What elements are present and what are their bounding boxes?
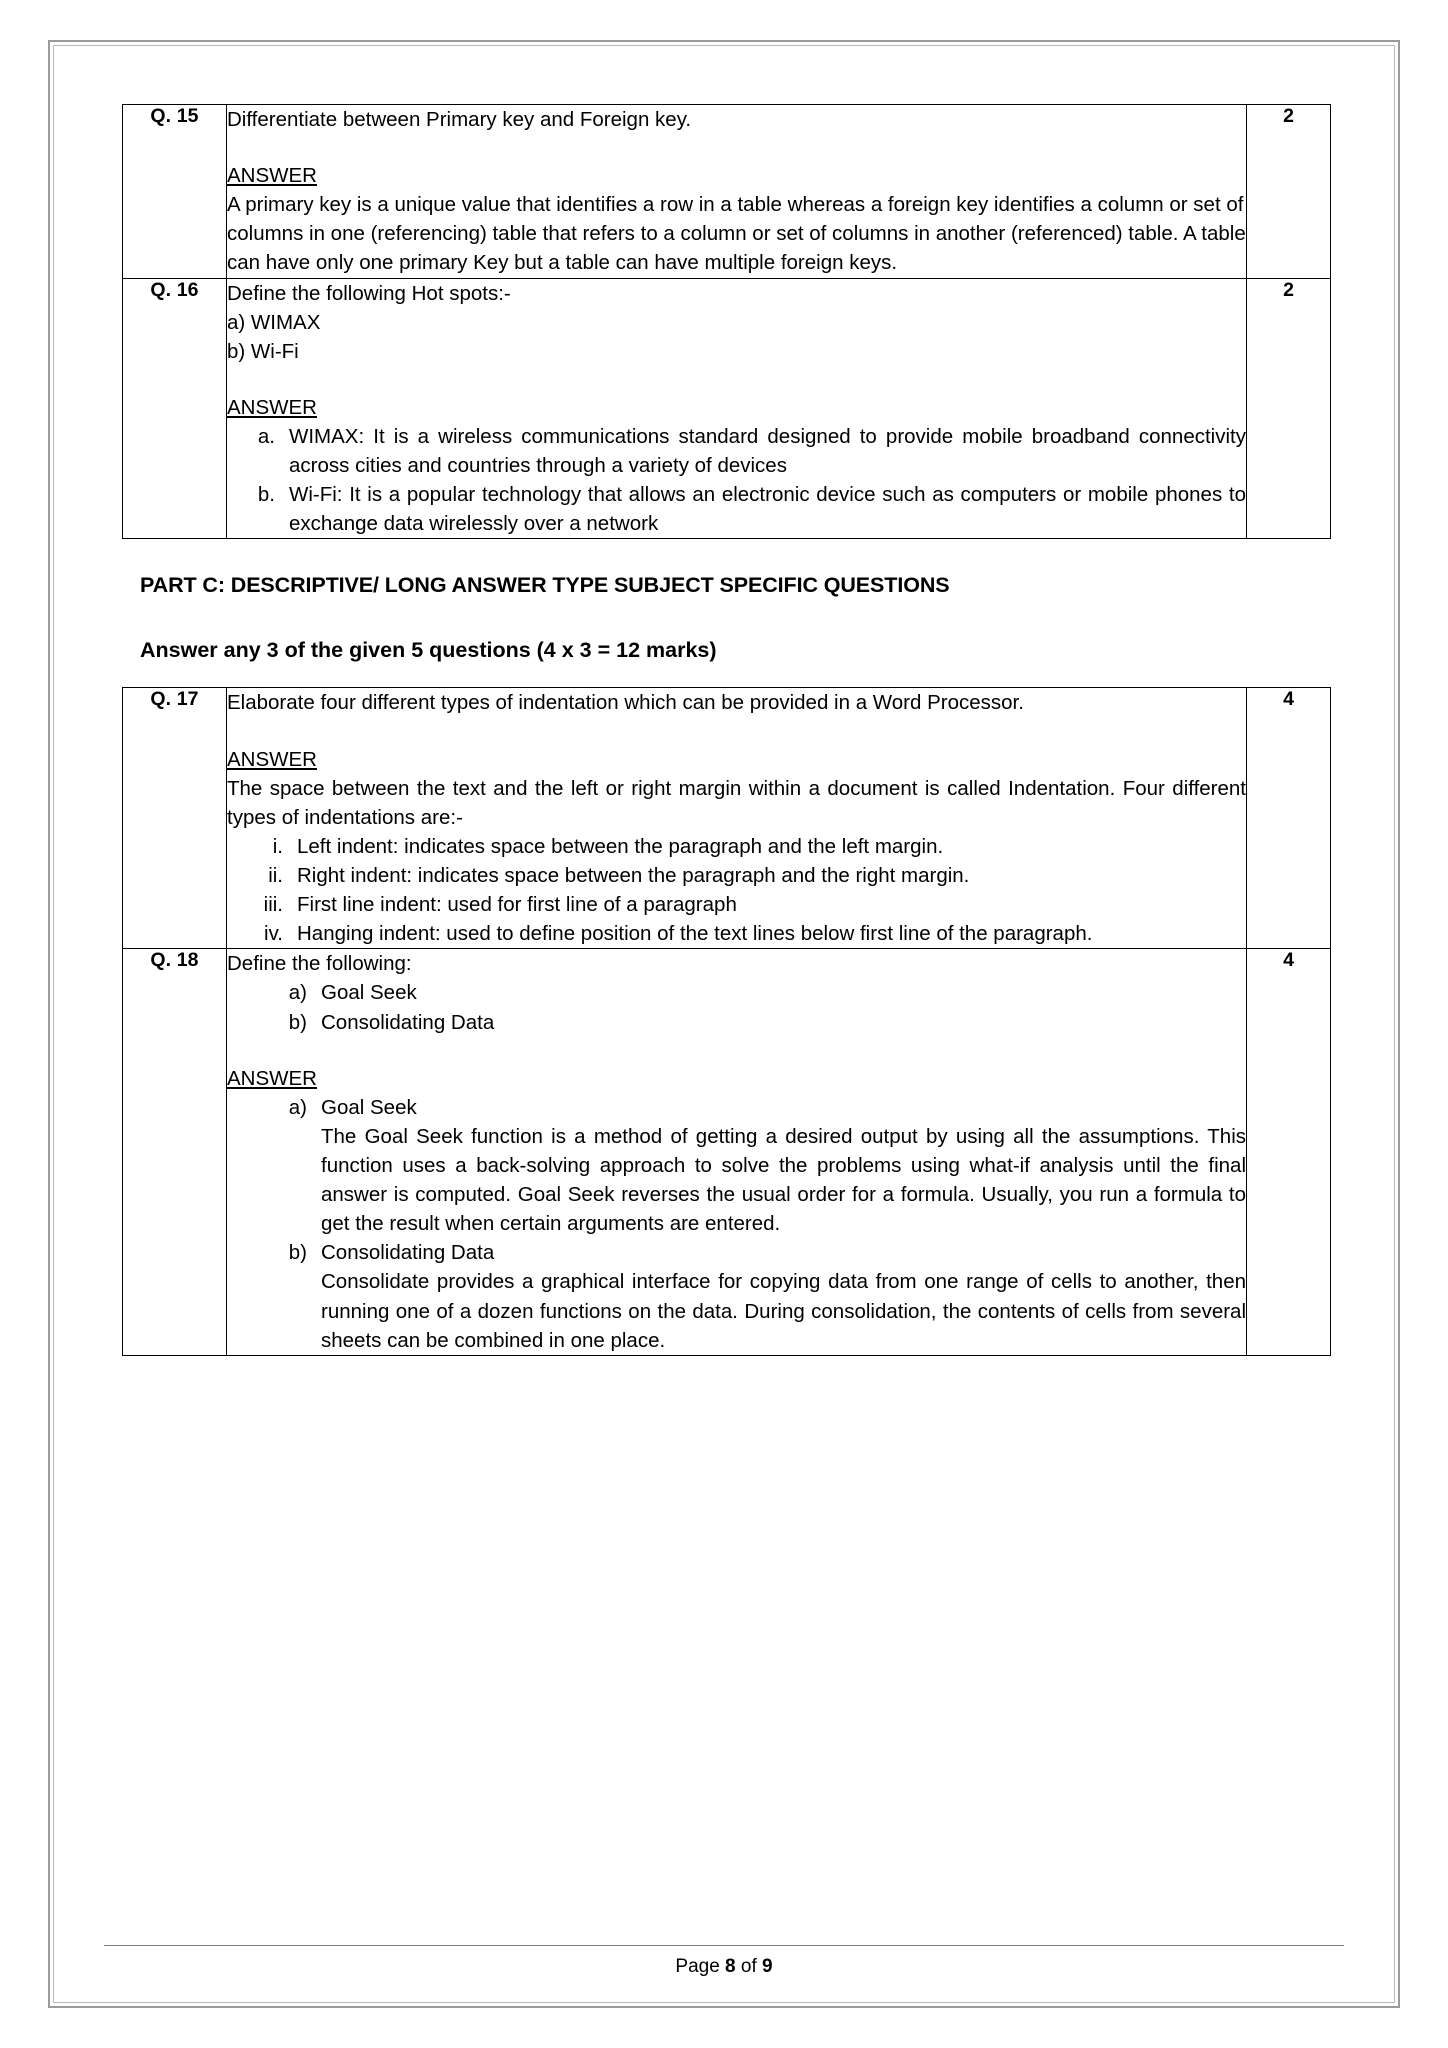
table-row (123, 105, 1331, 279)
list-text: WIMAX: It is a wireless communications standard designed to provide mobile broadband connectivity across cities and countries through a variety of devices (289, 424, 1246, 478)
question-number: Q. 17 (123, 688, 227, 949)
footer-total-pages: 9 (762, 1956, 773, 1977)
answer-label: ANSWER (227, 1066, 317, 1090)
answer-list (227, 832, 1246, 948)
question-prompt: Differentiate between Primary key and Foreign key. (227, 108, 692, 131)
part-c-heading: PART C: DESCRIPTIVE/ LONG ANSWER TYPE SUBJECT SPECIFIC QUESTIONS (140, 573, 950, 598)
question-prompt: Define the following: (227, 952, 412, 976)
question-body (227, 105, 1247, 279)
page-border (48, 40, 1400, 2008)
question-marks: 4 (1247, 688, 1331, 949)
list-item (227, 919, 1246, 948)
question-marks: 2 (1247, 278, 1331, 539)
list-marker: b) (288, 1241, 307, 1265)
answer-label: ANSWER (227, 395, 317, 419)
answer-label: ANSWER (227, 747, 317, 771)
list-marker: iii. (263, 893, 283, 917)
question-number: Q. 16 (123, 278, 227, 539)
answer-paragraph: A primary key is a unique value that identifies a row in a table whereas a foreign key identifies a column or set of columns in one (referencing) table that refers to a column or set of columns in another (referenced) table. A table can have only one primary Key but a table can have multiple foreign keys. (227, 193, 1246, 275)
part-c-subheading: Answer any 3 of the given 5 questions (4 x 3 = 12 marks) (140, 638, 717, 663)
list-title: Consolidating Data (321, 1241, 495, 1265)
list-item (227, 480, 1246, 538)
list-marker: a. (257, 424, 275, 448)
footer-middle: of (735, 1956, 763, 1977)
question-prompt-list (227, 308, 1246, 366)
list-text: The Goal Seek function is a method of getting a desired output by using all the assumptions. This function uses a back-solving approach to solve the problems using what-if analysis until the final answer is computed. Goal Seek reverses the usual order for a formula. Usually, you run a formula to get the result when certain arguments are entered. (321, 1124, 1246, 1236)
footer-prefix: Page (675, 1956, 726, 1977)
question-prompt-list (227, 978, 1246, 1036)
spacer (227, 134, 1246, 161)
list-marker: a) (288, 981, 307, 1005)
question-prompt: Elaborate four different types of indentation which can be provided in a Word Processor. (227, 691, 1024, 715)
list-item (227, 861, 1246, 890)
question-marks: 4 (1247, 949, 1331, 1355)
list-marker: iv. (264, 922, 283, 946)
table-row (123, 949, 1331, 1355)
answer-label: ANSWER (227, 164, 317, 188)
question-body (227, 688, 1247, 949)
list-item-body (273, 1267, 1246, 1354)
page-content (122, 104, 1330, 1356)
list-marker: ii. (268, 863, 283, 887)
spacer (227, 1037, 1246, 1064)
list-item: a) WIMAX (227, 310, 321, 334)
footer-current-page: 8 (725, 1956, 736, 1977)
list-marker: a) (288, 1095, 307, 1119)
list-item (273, 978, 1246, 1007)
answer-list (227, 1093, 1246, 1355)
list-text: Left indent: indicates space between the paragraph and the left margin. (297, 834, 944, 858)
list-item (273, 1093, 1246, 1122)
questions-table-part-b (122, 104, 1331, 539)
list-item (273, 1238, 1246, 1267)
list-item-body (273, 1122, 1246, 1238)
list-item (273, 1008, 1246, 1037)
list-marker: b. (257, 483, 275, 507)
list-title: Goal Seek (321, 1095, 417, 1119)
list-item (227, 890, 1246, 919)
list-text: Hanging indent: used to define position of the text lines below first line of the paragraph. (297, 922, 1093, 946)
table-row (123, 688, 1331, 949)
table-row (123, 278, 1331, 539)
questions-table-part-c (122, 687, 1331, 1355)
list-marker: i. (272, 834, 283, 858)
list-item: b) Wi-Fi (227, 339, 299, 363)
list-item (227, 832, 1246, 861)
list-text: Consolidate provides a graphical interface for copying data from one range of cells to another, then running one of a dozen functions on the data. During consolidation, the contents of cells from several sheets can be combined in one place. (321, 1270, 1246, 1352)
answer-list (227, 422, 1246, 538)
answer-intro: The space between the text and the left or right margin within a document is called Indentation. Four different types of indentations are:- (227, 776, 1246, 829)
spacer (227, 718, 1246, 745)
question-body (227, 949, 1247, 1355)
question-marks: 2 (1247, 105, 1331, 279)
list-text: First line indent: used for first line of a paragraph (297, 893, 737, 917)
list-text: Consolidating Data (321, 1010, 495, 1034)
list-text: Goal Seek (321, 981, 417, 1005)
question-number: Q. 15 (123, 105, 227, 279)
question-number: Q. 18 (123, 949, 227, 1355)
list-text: Right indent: indicates space between the paragraph and the right margin. (297, 863, 970, 887)
list-text: Wi-Fi: It is a popular technology that allows an electronic device such as computers or mobile phones to exchange data wirelessly over a network (289, 483, 1246, 536)
list-item (227, 422, 1246, 480)
question-body (227, 278, 1247, 539)
page-footer (104, 1945, 1344, 1978)
spacer (227, 366, 1246, 393)
list-marker: b) (288, 1010, 307, 1034)
question-prompt: Define the following Hot spots:- (227, 281, 511, 305)
